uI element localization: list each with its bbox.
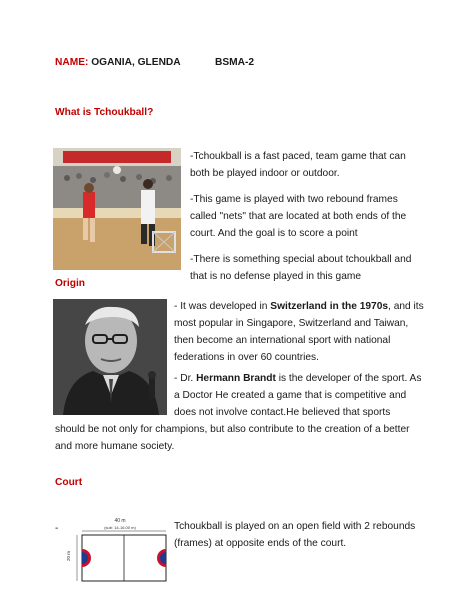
name-value: OGANIA, GLENDA <box>88 57 181 68</box>
class-label: BSMA-2 <box>215 57 255 68</box>
tchoukball-game-photo <box>53 148 181 270</box>
heading-origin: Origin <box>55 278 85 289</box>
court-diagram <box>64 515 176 587</box>
what-is-paragraph-1: -Tchoukball is a fast paced, team game that can both be played indoor or outdoor. <box>190 151 406 179</box>
origin-paragraph-tail: should be not only for champions, but also contribute to the creation of a better and more humane society. <box>55 424 410 452</box>
court-description: Tchoukball is played on an open field with 2 rebounds (frames) at opposite ends of the court. <box>174 521 416 549</box>
origin-p1-text-c: , and its most popular in Singapore, Switzerland and Taiwan, then become an international sport with national federations in over 60 countries. <box>174 301 424 363</box>
origin-p2-text-a: - Dr. <box>174 373 197 384</box>
origin-p1-bold: Switzerland in the 1970s <box>270 301 389 312</box>
what-is-paragraph-2: -This game is played with two rebound frames called "nets" that are located at both ends of the court. And the goal is to score a point <box>190 194 407 239</box>
origin-p2-bold: Hermann Brandt <box>196 373 276 384</box>
heading-court: Court <box>55 477 83 488</box>
origin-p2-text-c: is the developer of the sport. As a Doctor He created a game that is competitive and does not involve contact.He believed that sports <box>174 373 422 418</box>
origin-paragraph-2 <box>174 370 424 421</box>
what-is-paragraphs <box>190 148 415 294</box>
origin-p1-text-a: - It was developed in <box>174 301 271 312</box>
heading-what-is: What is Tchoukball? <box>55 107 154 118</box>
court-width-label: 40 m <box>114 518 126 524</box>
what-is-paragraph-3: -There is something special about tchoukball and that is no defense played in this game <box>190 254 412 282</box>
court-height-label: 20 m <box>66 550 71 561</box>
origin-paragraph-1 <box>174 298 424 366</box>
hermann-brandt-portrait <box>53 299 167 415</box>
court-width-sub-label: (sub: 14-16.00 m) <box>104 525 136 530</box>
student-header <box>55 57 255 68</box>
name-label: NAME: <box>55 57 89 68</box>
court-bullet: - <box>55 523 59 534</box>
